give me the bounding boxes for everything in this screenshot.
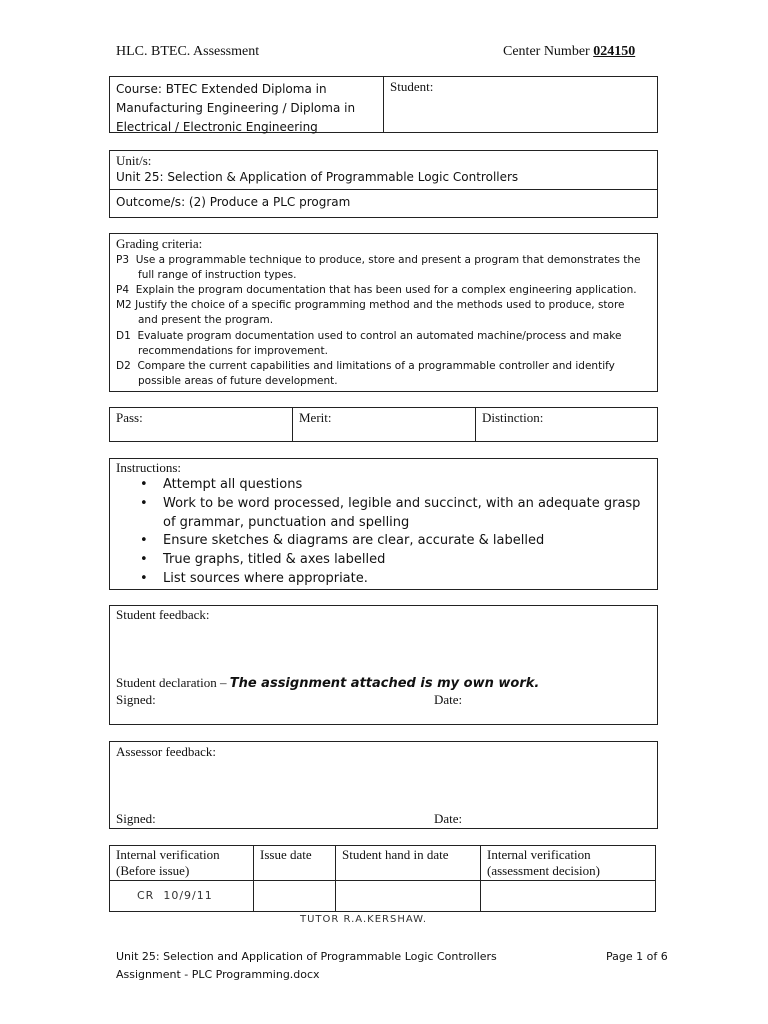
student-date-label: Date: xyxy=(434,692,463,707)
merit-label: Merit: xyxy=(299,410,332,425)
col1-line-2: (Before issue) xyxy=(116,863,190,878)
criterion-p3-cont: full range of instruction types. xyxy=(138,269,297,281)
criterion-d2: D2 Compare the current capabilities and limitations of a programmable controller and identify xyxy=(116,360,615,372)
criterion-m2: M2 Justify the choice of a specific programming method and the methods used to produce, store xyxy=(116,299,625,311)
criterion-d1-cont: recommendations for improvement. xyxy=(138,345,328,357)
student-feedback-label: Student feedback: xyxy=(116,607,210,622)
instruction-item: Work to be word processed, legible and succinct, with an adequate grasp xyxy=(163,496,641,511)
student-feedback-box xyxy=(109,605,658,725)
pass-label: Pass: xyxy=(116,410,143,425)
course-line-2: Manufacturing Engineering / Diploma in xyxy=(116,101,356,115)
course-text xyxy=(116,80,355,137)
criterion-m2-cont: and present the program. xyxy=(138,314,274,326)
center-number-value: 024150 xyxy=(593,44,636,59)
assessor-signed-label: Signed: xyxy=(116,811,156,826)
distinction-label: Distinction: xyxy=(482,410,544,425)
declaration-prefix: Student declaration – xyxy=(116,675,230,690)
instruction-item: Attempt all questions xyxy=(163,477,303,492)
verification-col-issue-date: Issue date xyxy=(260,847,312,862)
course-line-1: Course: BTEC Extended Diploma in xyxy=(116,82,327,96)
assessor-feedback-label: Assessor feedback: xyxy=(116,744,216,759)
student-declaration xyxy=(116,675,539,691)
outcome-text: Outcome/s: (2) Produce a PLC program xyxy=(116,195,351,209)
unit-label: Unit/s: xyxy=(116,153,152,168)
col4-line-2: (assessment decision) xyxy=(487,863,601,878)
handwritten-initials-date: CR 10/9/11 xyxy=(137,889,213,902)
header-title: HLC. BTEC. Assessment xyxy=(116,44,260,59)
bullet-icon: • xyxy=(140,552,148,567)
declaration-statement: The assignment attached is my own work. xyxy=(229,676,540,691)
instructions-label: Instructions: xyxy=(116,460,181,475)
center-number-label: Center Number xyxy=(503,44,590,59)
verification-col-decision xyxy=(487,847,600,879)
course-line-3: Electrical / Electronic Engineering xyxy=(116,120,318,134)
footer-unit-title: Unit 25: Selection and Application of Programmable Logic Controllers xyxy=(116,950,497,963)
assessor-date-label: Date: xyxy=(434,811,463,826)
col1-line-1: Internal verification xyxy=(116,847,220,862)
criterion-p4: P4 Explain the program documentation that has been used for a complex engineering application. xyxy=(116,284,637,296)
student-label: Student: xyxy=(390,79,434,94)
col4-line-1: Internal verification xyxy=(487,847,591,862)
bullet-icon: • xyxy=(140,496,148,511)
criterion-p3: P3 Use a programmable technique to produce, store and present a program that demonstrates the xyxy=(116,254,641,266)
instruction-item: True graphs, titled & axes labelled xyxy=(163,552,386,567)
bullet-icon: • xyxy=(140,533,148,548)
bullet-icon: • xyxy=(140,571,148,586)
instruction-item: Ensure sketches & diagrams are clear, accurate & labelled xyxy=(163,533,545,548)
tutor-name: TUTOR R.A.KERSHAW. xyxy=(300,914,428,925)
center-number xyxy=(503,44,635,60)
unit-title: Unit 25: Selection & Application of Programmable Logic Controllers xyxy=(116,170,519,184)
bullet-icon: • xyxy=(140,477,148,492)
footer-page-number: Page 1 of 6 xyxy=(606,950,668,963)
instruction-item-cont: of grammar, punctuation and spelling xyxy=(163,515,410,530)
criterion-d1: D1 Evaluate program documentation used to control an automated machine/process and make xyxy=(116,330,622,342)
grades-box xyxy=(109,407,658,442)
verification-col-before-issue xyxy=(116,847,220,879)
student-signed-label: Signed: xyxy=(116,692,156,707)
criterion-d2-cont: possible areas of future development. xyxy=(138,375,338,387)
instruction-item: List sources where appropriate. xyxy=(163,571,368,586)
verification-col-hand-in-date: Student hand in date xyxy=(342,847,449,862)
footer-filename: Assignment - PLC Programming.docx xyxy=(116,968,320,981)
grading-label: Grading criteria: xyxy=(116,236,203,251)
